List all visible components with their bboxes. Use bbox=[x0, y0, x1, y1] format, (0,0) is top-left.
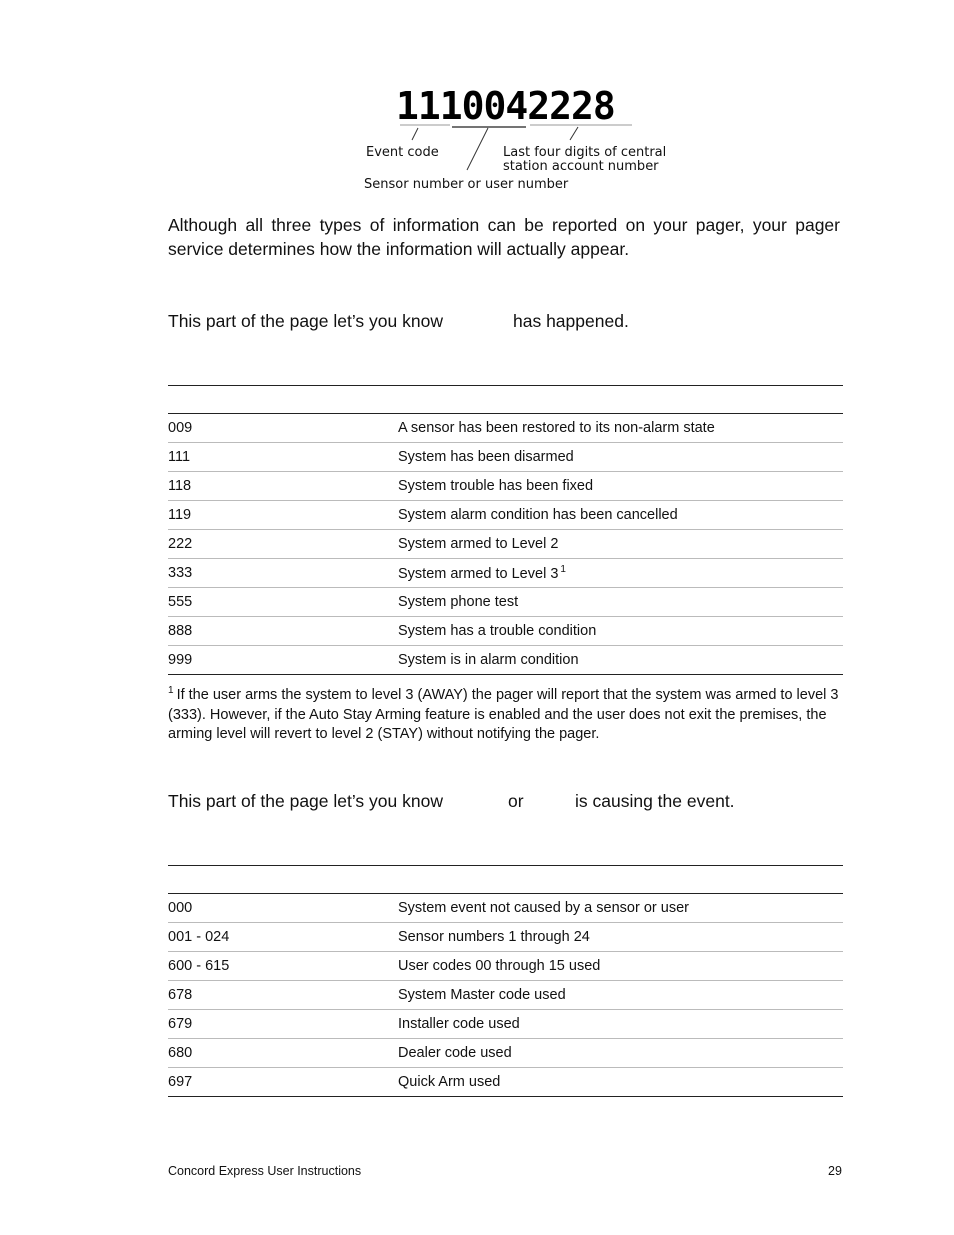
description-text: Dealer code used bbox=[398, 1045, 512, 1061]
code-cell: 333 bbox=[168, 559, 398, 588]
footnote-text: If the user arms the system to level 3 (AWAY) the pager will report that the system was armed to level 3 (333). However, if the Auto Stay Arming feature is enabled and the user does not exit the premises, the arming level will revert to level 2 (STAY) without notifying the pager. bbox=[168, 687, 839, 742]
event-sentence-end: has happened. bbox=[513, 311, 629, 331]
table-row bbox=[168, 414, 843, 443]
table-row bbox=[168, 530, 843, 559]
description-cell bbox=[398, 952, 843, 981]
intro-paragraph: Although all three types of information can be reported on your pager, your pager service determines how the information will actually appear. bbox=[168, 215, 840, 259]
code-cell: 679 bbox=[168, 1010, 398, 1039]
description-text: Installer code used bbox=[398, 1016, 520, 1032]
code-cell: 680 bbox=[168, 1039, 398, 1068]
table-row bbox=[168, 559, 843, 588]
code-cell: 111 bbox=[168, 443, 398, 472]
table-row bbox=[168, 894, 843, 923]
description-text: System phone test bbox=[398, 594, 519, 610]
description-cell bbox=[398, 472, 843, 501]
code-cell: 119 bbox=[168, 501, 398, 530]
sensor-table-top-rule bbox=[168, 865, 843, 866]
footnote-mark: 1 bbox=[168, 685, 174, 696]
code-cell: 222 bbox=[168, 530, 398, 559]
table-row bbox=[168, 952, 843, 981]
description-text: System has a trouble condition bbox=[398, 623, 597, 639]
table-row bbox=[168, 588, 843, 617]
description-text: System alarm condition has been cancelled bbox=[398, 507, 678, 523]
footer-title: Concord Express User Instructions bbox=[168, 1164, 362, 1178]
table-row bbox=[168, 1010, 843, 1039]
code-cell: 000 bbox=[168, 894, 398, 923]
description-cell bbox=[398, 1039, 843, 1068]
description-text: Quick Arm used bbox=[398, 1074, 501, 1090]
event-footnote bbox=[168, 681, 840, 745]
code-cell: 697 bbox=[168, 1068, 398, 1097]
description-text: User codes 00 through 15 used bbox=[398, 958, 601, 974]
code-cell: 678 bbox=[168, 981, 398, 1010]
description-text: System trouble has been fixed bbox=[398, 478, 594, 494]
table-row bbox=[168, 923, 843, 952]
code-cell: 888 bbox=[168, 617, 398, 646]
description-text: System Master code used bbox=[398, 987, 566, 1003]
description-text: System is in alarm condition bbox=[398, 652, 579, 668]
code-cell: 999 bbox=[168, 646, 398, 675]
sensor-sentence-middle: or bbox=[508, 791, 524, 811]
table-row bbox=[168, 1068, 843, 1097]
description-cell bbox=[398, 501, 843, 530]
description-text: A sensor has been restored to its non-alarm state bbox=[398, 420, 715, 436]
footnote-reference: 1 bbox=[560, 564, 566, 575]
table-row bbox=[168, 443, 843, 472]
code-cell: 600 - 615 bbox=[168, 952, 398, 981]
description-text: System has been disarmed bbox=[398, 449, 574, 465]
account-label-line2: station account number bbox=[503, 159, 659, 174]
description-cell bbox=[398, 981, 843, 1010]
sensor-sentence-start: This part of the page let’s you know bbox=[168, 791, 443, 811]
event-codes-table bbox=[168, 414, 843, 675]
account-label-line1: Last four digits of central bbox=[503, 145, 667, 160]
description-cell bbox=[398, 443, 843, 472]
table-row bbox=[168, 1039, 843, 1068]
description-text: System event not caused by a sensor or user bbox=[398, 900, 689, 916]
description-cell bbox=[398, 894, 843, 923]
description-text: System armed to Level 3 bbox=[398, 566, 559, 582]
code-cell: 118 bbox=[168, 472, 398, 501]
event-code-label: Event code bbox=[366, 145, 439, 160]
event-sentence-start: This part of the page let’s you know bbox=[168, 311, 443, 331]
description-cell bbox=[398, 530, 843, 559]
description-cell bbox=[398, 646, 843, 675]
description-cell bbox=[398, 617, 843, 646]
pager-code-display: 1110042228 bbox=[396, 84, 615, 128]
table-row bbox=[168, 472, 843, 501]
description-cell bbox=[398, 1068, 843, 1097]
description-text: System armed to Level 2 bbox=[398, 536, 559, 552]
description-cell bbox=[398, 414, 843, 443]
description-cell bbox=[398, 1010, 843, 1039]
sensor-codes-table bbox=[168, 894, 843, 1097]
description-cell bbox=[398, 923, 843, 952]
code-cell: 009 bbox=[168, 414, 398, 443]
description-cell bbox=[398, 588, 843, 617]
table-row bbox=[168, 981, 843, 1010]
table-row bbox=[168, 617, 843, 646]
table-row bbox=[168, 501, 843, 530]
description-text: Sensor numbers 1 through 24 bbox=[398, 929, 590, 945]
code-cell: 555 bbox=[168, 588, 398, 617]
sensor-sentence-end: is causing the event. bbox=[575, 791, 735, 811]
sensor-user-label: Sensor number or user number bbox=[364, 177, 569, 192]
event-table-top-rule bbox=[168, 385, 843, 386]
page-number: 29 bbox=[828, 1164, 842, 1178]
description-cell bbox=[398, 559, 843, 588]
table-row bbox=[168, 646, 843, 675]
code-cell: 001 - 024 bbox=[168, 923, 398, 952]
